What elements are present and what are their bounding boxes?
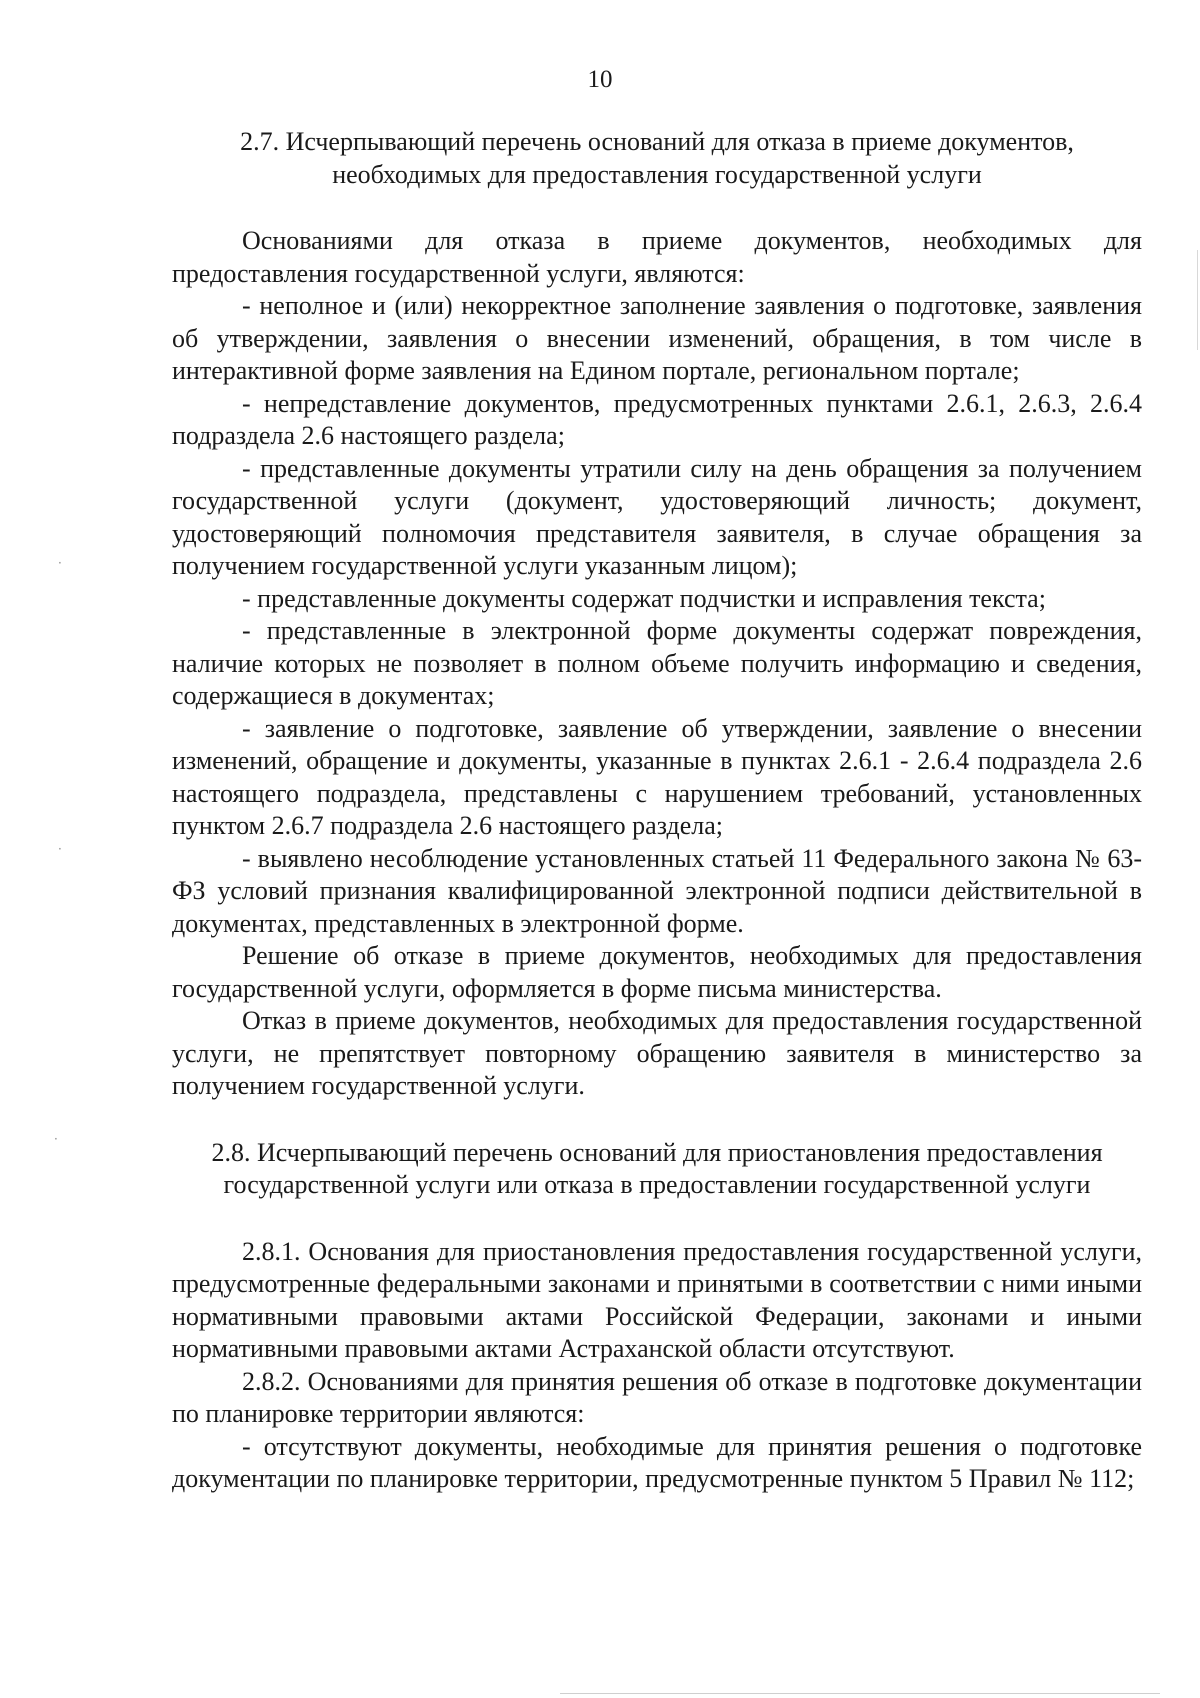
scan-speck-mark: · [58,842,62,856]
section-2-8-heading: 2.8. Исчерпывающий перечень оснований для приостановления предоставления государственной услуги или отказа в предоставлении государственной услуги [211,1137,1103,1199]
scan-speck-mark: · [54,1132,58,1146]
section-2-7-paragraph: Решение об отказе в приеме документов, необходимых для предоставления государственной услуги, оформляется в форме письма министерства. [172,941,1142,1003]
section-2-7-paragraph: - представленные документы содержат подчистки и исправления текста; [242,583,1046,613]
page-number: 10 [587,66,613,93]
section-2-8-paragraph: - отсутствуют документы, необходимые для принятия решения о подготовке документации по планировке территории, предусмотренные пунктом 5 Правил № 112; [172,1431,1142,1493]
section-2-7-paragraph: Основаниями для отказа в приеме документов, необходимых для предоставления государственной услуги, являются: [172,226,1142,288]
section-2-7-paragraph: - заявление о подготовке, заявление об утверждении, заявление о внесении изменений, обращение и документы, указанные в пунктах 2.6.1 - 2.6.4 подраздела 2.6 настоящего подраздела, представлены с нарушением требований, установленных пунктом 2.6.7 подраздела 2.6 настоящего раздела; [172,713,1142,840]
section-2-7-paragraph: - представленные в электронной форме документы содержат повреждения, наличие которых не позволяет в полном объеме получить информацию и сведения, содержащиеся в документах; [172,616,1142,710]
section-2-7-paragraph: - выявлено несоблюдение установленных статьей 11 Федерального закона № 63-ФЗ условий признания квалифицированной электронной подписи действительной в документах, представленных в электронной форме. [172,843,1142,938]
section-2-7-paragraph: - представленные документы утратили силу на день обращения за получением государственной услуги (документ, удостоверяющий личность; документ, удостоверяющий полномочия представителя заявителя, в случае обращения за получением государственной услуги указанным лицом); [172,453,1142,580]
section-2-7-paragraph: Отказ в приеме документов, необходимых для предоставления государственной услуги, не препятствует повторному обращению заявителя в министерство за получением государственной услуги. [172,1006,1142,1100]
section-2-7-heading: 2.7. Исчерпывающий перечень оснований для отказа в приеме документов, необходимых для предоставления государственной услуги [240,127,1074,189]
scan-speck-mark: · [58,556,62,570]
section-2-7-paragraph: - непредставление документов, предусмотренных пунктами 2.6.1, 2.6.3, 2.6.4 подраздела 2.6 настоящего раздела; [172,388,1142,450]
scan-bottom-edge [560,1693,1160,1694]
section-2-7-paragraph: - неполное и (или) некорректное заполнение заявления о подготовке, заявления об утверждении, заявления о внесении изменений, обращения, в том числе в интерактивной форме заявления на Едином портале, региональном портале; [172,291,1142,385]
section-2-8-paragraph: 2.8.1. Основания для приостановления предоставления государственной услуги, предусмотренные федеральными законами и принятыми в соответствии с ними иными нормативными правовыми актами Российской Федерации, законами и иными нормативными правовыми актами Астраханской области отсутствуют. [172,1236,1142,1363]
section-2-8-paragraph: 2.8.2. Основаниями для принятия решения об отказе в подготовке документации по планировке территории являются: [172,1366,1142,1428]
document-body [172,126,1142,1496]
scan-edge-line [1197,250,1198,350]
